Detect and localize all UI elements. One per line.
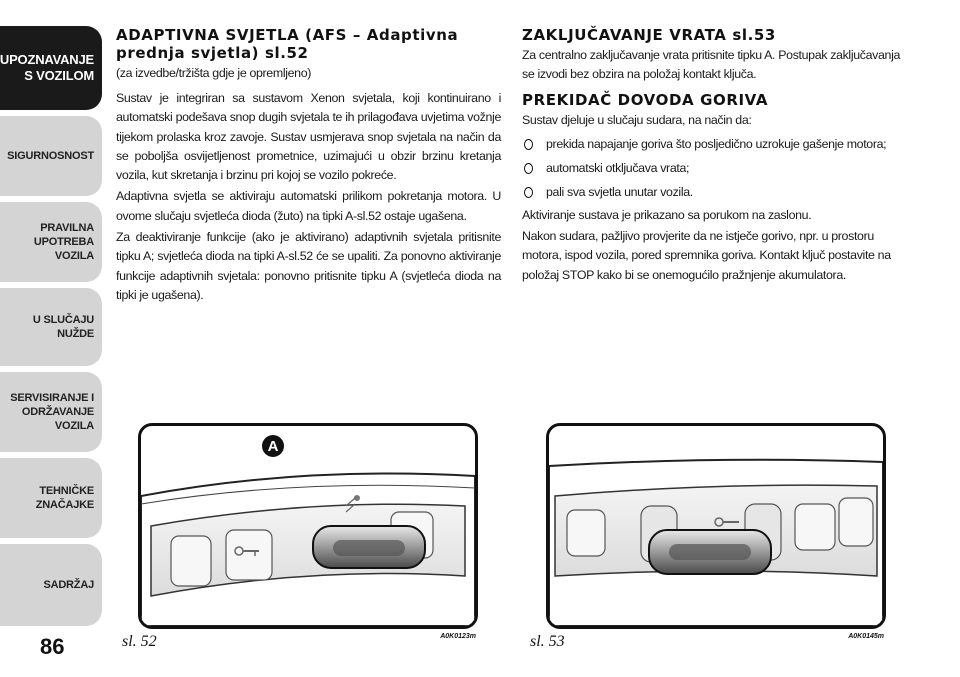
door-lock-fuel-section	[522, 26, 910, 287]
fuel-cutoff-intro: Sustav djeluje u slučaju sudara, na način da:	[522, 112, 752, 127]
afs-section	[116, 26, 501, 307]
button-a-callout: A	[262, 435, 284, 457]
bullet-icon	[524, 139, 533, 150]
list-item-text: pali sva svjetla unutar vozila.	[546, 184, 693, 199]
figure-53-code: A0K0145m	[848, 633, 884, 640]
fuel-cutoff-list	[522, 132, 910, 204]
afs-paragraph-1: Sustav je integriran sa sustavom Xenon svjetala, koji kontinuirano i automatski podešava snop dugih svjetala te ih prilagođava uvjetima vožnje tijekom prolaska kroz zavoje. Sustav usmjerava snop svjetala na način da se poboljša osvijetljenost prometnice, uzimajući u obzir brzinu kretanja vozila, kut skretanja i brzinu pri kojoj se vozilo pokreće.	[116, 91, 501, 183]
afs-paragraph-3: Za deaktiviranje funkcije (ako je aktivirano) adaptivnih svjetala pritisnite tipku A; svjetleća dioda na tipki A-sl.52 će se upaliti. Za ponovno aktiviranje funkcije adaptivnih svjetala: ponovno pritisnite tipku A (svjetleća dioda na tipki je ugašena).	[116, 230, 501, 302]
fuel-cutoff-paragraph-2: Nakon sudara, pažljivo provjerite da ne istječe gorivo, npr. u prostoru motora, ispod vozila, pored spremnika goriva. Kontakt ključ postavite na položaj STOP kako bi se onemogućilo pražnjenje akumulatora.	[522, 229, 891, 282]
door-lock-title: ZAKLJUČAVANJE VRATA sl.53	[522, 26, 776, 44]
door-lock-text: Za centralno zaključavanje vrata pritisnite tipku A. Postupak zaključavanja se izvodi bez obzira na položaj kontakt ključa.	[522, 48, 901, 82]
list-item	[522, 132, 910, 156]
fuel-cutoff-title: PREKIDAČ DOVODA GORIVA	[522, 90, 769, 109]
figure-53-illustration	[546, 423, 886, 629]
tab-sadrzaj[interactable]: SADRŽAJ	[0, 544, 102, 626]
page-number: 86	[40, 634, 65, 659]
fuel-cutoff-paragraph-1: Aktiviranje sustava je prikazano sa porukom na zaslonu.	[522, 207, 812, 222]
tab-pravilna-upotreba[interactable]: PRAVILNA UPOTREBA VOZILA	[0, 202, 102, 282]
afs-title: ADAPTIVNA SVJETLA (AFS – Adaptivna prednja svjetla) sl.52	[116, 26, 459, 62]
list-item-text: automatski otključava vrata;	[546, 160, 690, 175]
afs-subtitle: (za izvedbe/tržišta gdje je opremljeno)	[116, 66, 312, 80]
tab-servisiranje[interactable]: SERVISIRANJE I ODRŽAVANJE VOZILA	[0, 372, 102, 452]
figure-53-caption: sl. 53	[530, 633, 565, 650]
tab-upoznavanje[interactable]: UPOZNAVANJE S VOZILOM	[0, 26, 102, 110]
figure-52-caption: sl. 52	[122, 633, 157, 650]
tab-sigurnost[interactable]: SIGURNOSNOST	[0, 116, 102, 196]
afs-paragraph-2: Adaptivna svjetla se aktiviraju automatski prilikom pokretanja motora. U ovome slučaju svjetleća dioda (žuto) na tipki A-sl.52 ostaje ugašena.	[116, 189, 501, 223]
tab-u-slucaju-nuzde[interactable]: U SLUČAJU NUŽDE	[0, 288, 102, 366]
list-item-text: prekida napajanje goriva što posljedično uzrokuje gašenje motora;	[546, 136, 887, 151]
figure-53	[522, 423, 912, 650]
figure-52	[114, 423, 504, 650]
list-item	[522, 156, 910, 180]
list-item	[522, 180, 910, 204]
chapter-sidebar	[0, 0, 104, 630]
tab-tehnicke-znacajke[interactable]: TEHNIČKE ZNAČAJKE	[0, 458, 102, 538]
figure-52-code: A0K0123m	[440, 633, 476, 640]
figure-52-illustration	[138, 423, 478, 629]
bullet-icon	[524, 187, 533, 198]
bullet-icon	[524, 163, 533, 174]
